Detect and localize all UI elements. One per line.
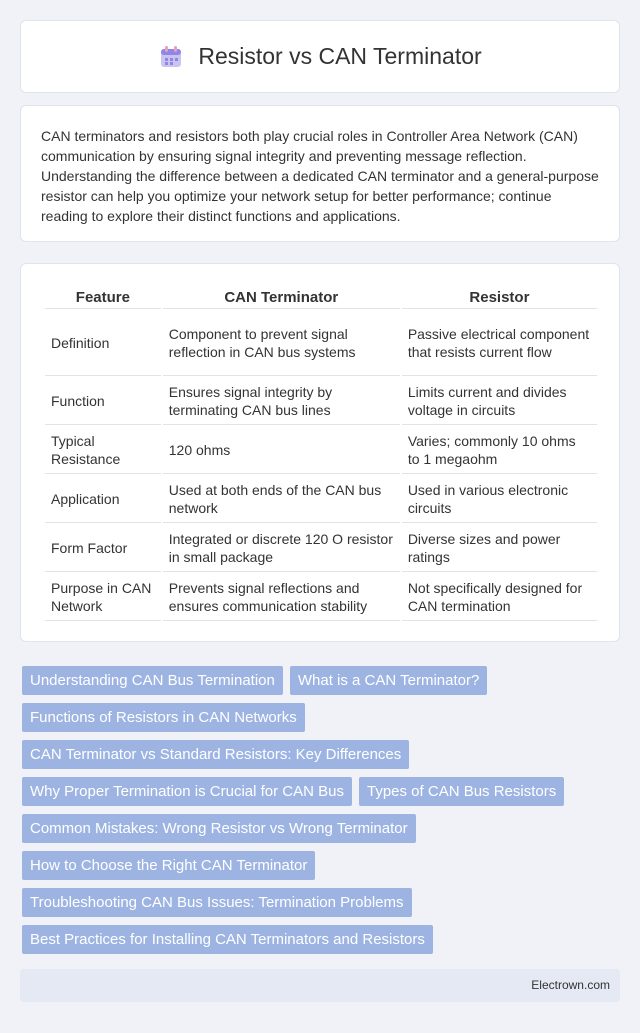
- table-row: [45, 378, 597, 425]
- table-row: [45, 311, 597, 376]
- intro-card: [20, 105, 620, 242]
- table-cell: Used in various electronic circuits: [402, 476, 597, 523]
- table-cell: Prevents signal reflections and ensures communication stability: [163, 574, 400, 621]
- table-cell: Varies; commonly 10 ohms to 1 megaohm: [402, 427, 597, 474]
- footer: [20, 969, 620, 1002]
- title-card: [20, 20, 620, 93]
- table-cell: Used at both ends of the CAN bus network: [163, 476, 400, 523]
- table-cell: 120 ohms: [163, 427, 400, 474]
- topic-link[interactable]: Why Proper Termination is Crucial for CAN Bus: [22, 777, 352, 806]
- header-feature: Feature: [45, 286, 161, 309]
- topic-link[interactable]: Best Practices for Installing CAN Terminators and Resistors: [22, 925, 433, 954]
- topic-link[interactable]: Functions of Resistors in CAN Networks: [22, 703, 305, 732]
- footer-site-name: Electrown.com: [531, 978, 610, 992]
- related-topics: [22, 666, 622, 962]
- table-row: [45, 525, 597, 572]
- header-resistor: Resistor: [402, 286, 597, 309]
- topic-link[interactable]: Understanding CAN Bus Termination: [22, 666, 283, 695]
- calendar-icon: [158, 44, 184, 70]
- table-cell: Diverse sizes and power ratings: [402, 525, 597, 572]
- table-row: [45, 427, 597, 474]
- table-cell: Application: [45, 476, 161, 523]
- table-cell: Typical Resistance: [45, 427, 161, 474]
- intro-text: CAN terminators and resistors both play crucial roles in Controller Area Network (CAN) communication by ensuring signal integrity and preventing message reflection. Understanding the difference between a dedicated CAN terminator and a general-purpose resistor can help you optimize your network setup for better performance; continue reading to explore their distinct functions and applications.: [41, 128, 599, 224]
- table-row: [45, 476, 597, 523]
- topic-link[interactable]: CAN Terminator vs Standard Resistors: Key Differences: [22, 740, 409, 769]
- page-title: Resistor vs CAN Terminator: [198, 43, 482, 69]
- comparison-table-card: [20, 263, 620, 642]
- table-cell: Not specifically designed for CAN termination: [402, 574, 597, 621]
- table-cell: Limits current and divides voltage in circuits: [402, 378, 597, 425]
- topic-link[interactable]: Types of CAN Bus Resistors: [359, 777, 564, 806]
- header-can-terminator: CAN Terminator: [163, 286, 400, 309]
- table-cell: Passive electrical component that resists current flow: [402, 311, 597, 376]
- topic-link[interactable]: What is a CAN Terminator?: [290, 666, 487, 695]
- table-cell: Integrated or discrete 120 O resistor in small package: [163, 525, 400, 572]
- comparison-table: [43, 284, 599, 623]
- table-cell: Definition: [45, 311, 161, 376]
- table-cell: Component to prevent signal reflection in CAN bus systems: [163, 311, 400, 376]
- table-cell: Function: [45, 378, 161, 425]
- table-cell: Form Factor: [45, 525, 161, 572]
- table-row: [45, 574, 597, 621]
- topic-link[interactable]: Troubleshooting CAN Bus Issues: Termination Problems: [22, 888, 412, 917]
- table-cell: Purpose in CAN Network: [45, 574, 161, 621]
- topic-link[interactable]: Common Mistakes: Wrong Resistor vs Wrong Terminator: [22, 814, 416, 843]
- topic-link[interactable]: How to Choose the Right CAN Terminator: [22, 851, 315, 880]
- table-header-row: [45, 286, 597, 309]
- table-cell: Ensures signal integrity by terminating CAN bus lines: [163, 378, 400, 425]
